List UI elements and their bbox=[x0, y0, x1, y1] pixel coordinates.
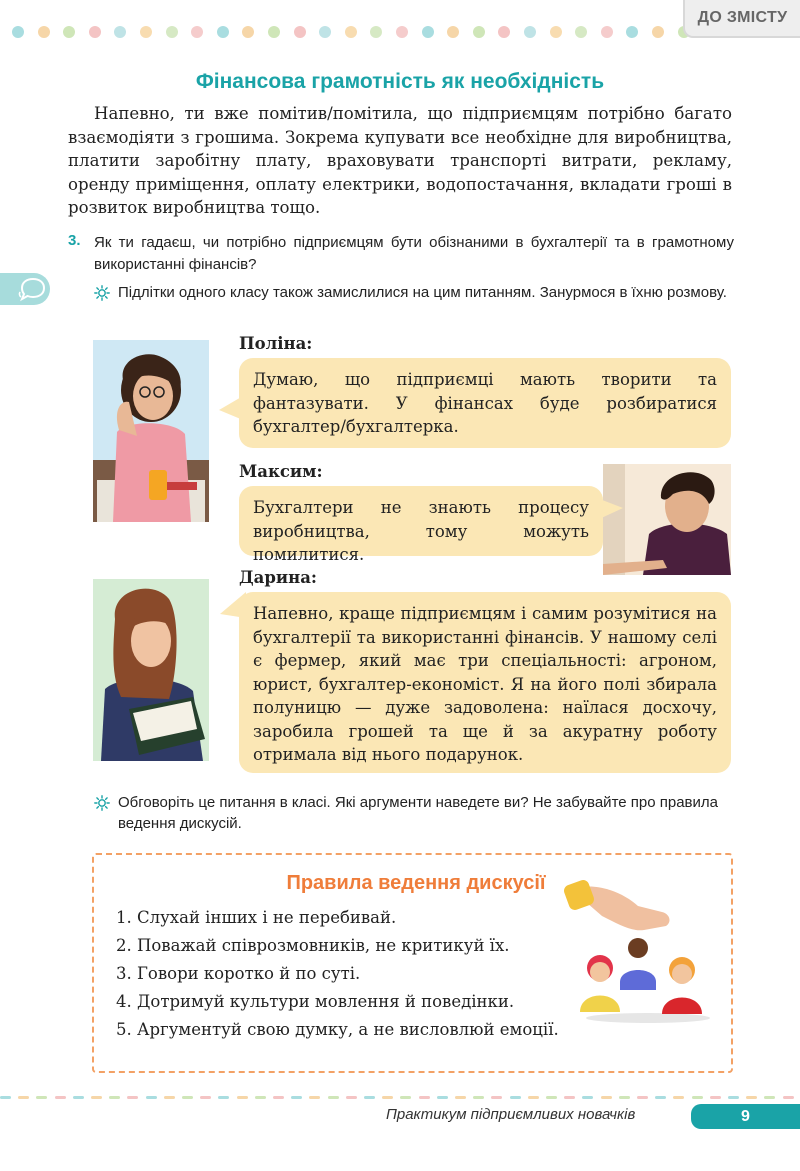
decor-dot bbox=[114, 26, 126, 38]
footer-book-title: Практикум підприємливих новачків bbox=[386, 1106, 636, 1123]
decor-dash bbox=[164, 1096, 175, 1099]
page-number: 9 bbox=[691, 1104, 800, 1129]
rule-item: 5. Аргументуй свою думку, а не висловлюй емоції. bbox=[116, 1020, 559, 1039]
discussion-marker bbox=[0, 273, 50, 305]
decor-dot bbox=[652, 26, 664, 38]
decor-dash bbox=[218, 1096, 229, 1099]
decor-dot bbox=[550, 26, 562, 38]
decor-dot bbox=[626, 26, 638, 38]
decor-dash bbox=[109, 1096, 120, 1099]
decor-dash bbox=[0, 1096, 11, 1099]
decor-dash bbox=[455, 1096, 466, 1099]
decor-dot bbox=[345, 26, 357, 38]
decor-dash bbox=[237, 1096, 248, 1099]
rule-item: 2. Поважай співрозмовників, не критикуй їх. bbox=[116, 936, 510, 955]
decor-dot bbox=[12, 26, 24, 38]
decor-dot bbox=[294, 26, 306, 38]
decor-dash bbox=[437, 1096, 448, 1099]
discussion-prompt: Обговоріть це питання в класі. Які аргументи наведете ви? Не забувайте про правила ведення дискусій. bbox=[118, 794, 718, 832]
decor-dash bbox=[364, 1096, 375, 1099]
decor-dash bbox=[546, 1096, 557, 1099]
conversation-prompt: Підлітки одного класу також замислилися на цим питанням. Занурмося в їхню розмову. bbox=[118, 284, 727, 301]
decor-dot bbox=[166, 26, 178, 38]
decor-dash bbox=[18, 1096, 29, 1099]
rules-title: Правила ведення дискусії bbox=[286, 872, 546, 894]
polina-photo bbox=[93, 340, 209, 522]
decor-dash bbox=[73, 1096, 84, 1099]
choose-person-illustration bbox=[558, 876, 718, 1026]
decor-dot bbox=[498, 26, 510, 38]
decor-dash bbox=[510, 1096, 521, 1099]
decor-dash bbox=[309, 1096, 320, 1099]
decor-dash bbox=[255, 1096, 266, 1099]
decor-dash bbox=[200, 1096, 211, 1099]
decor-dot bbox=[217, 26, 229, 38]
decor-dot bbox=[422, 26, 434, 38]
decor-dot bbox=[473, 26, 485, 38]
decor-dash bbox=[673, 1096, 684, 1099]
decor-dash bbox=[619, 1096, 630, 1099]
rule-item: 3. Говори коротко й по суті. bbox=[116, 964, 361, 983]
decor-dot bbox=[370, 26, 382, 38]
decor-dash bbox=[746, 1096, 757, 1099]
decor-dash bbox=[146, 1096, 157, 1099]
decor-dot bbox=[242, 26, 254, 38]
decor-dash bbox=[127, 1096, 138, 1099]
speech-bubble-polina: Думаю, що підприємці мають творити та фантазувати. У фінансах буде розбиратися бухгалтер/бухгалтерка. bbox=[239, 358, 731, 448]
speech-bubble-maksym: Бухгалтери не знають процесу виробництва, тому можуть помилитися. bbox=[239, 486, 603, 556]
rules-list bbox=[116, 904, 576, 1044]
sun-bullet-icon bbox=[94, 795, 110, 811]
decor-dot bbox=[268, 26, 280, 38]
question-number: 3. bbox=[68, 232, 81, 249]
decor-dash bbox=[728, 1096, 739, 1099]
decor-dash bbox=[491, 1096, 502, 1099]
decor-dash bbox=[764, 1096, 775, 1099]
speech-bubble-daryna: Напевно, краще підприємцям і самим розумітися на бухгалтерії та використанні фінансів. У нашому селі є фермер, який має три спеціальності: агроном, юрист, бухгалтер-економіст. Я на його полі збирала полуницю — дуже задоволена: наїлася досхочу, заробила грошей та ще й за акуратну роботу отримала від нього подарунок. bbox=[239, 592, 731, 773]
decor-dash bbox=[582, 1096, 593, 1099]
decor-dash bbox=[655, 1096, 666, 1099]
speaker-polina: Поліна: bbox=[239, 334, 313, 353]
rule-item: 1. Слухай інших і не перебивай. bbox=[116, 908, 397, 927]
decor-dash bbox=[692, 1096, 703, 1099]
question-text: Як ти гадаєш, чи потрібно підприємцям бути обізнаними в бухгалтерії та в грамотному використанні фінансів? bbox=[94, 234, 734, 273]
rule-item: 4. Дотримуй культури мовлення й поведінки. bbox=[116, 992, 515, 1011]
sun-bullet-icon bbox=[94, 285, 110, 301]
decor-dot bbox=[140, 26, 152, 38]
decor-dash bbox=[473, 1096, 484, 1099]
decor-dot bbox=[524, 26, 536, 38]
decor-dot bbox=[191, 26, 203, 38]
decor-dot bbox=[447, 26, 459, 38]
decor-dash bbox=[564, 1096, 575, 1099]
decor-dash bbox=[400, 1096, 411, 1099]
decor-dash bbox=[182, 1096, 193, 1099]
toc-button[interactable]: ДО ЗМІСТУ bbox=[683, 0, 800, 38]
decor-dot bbox=[89, 26, 101, 38]
decor-dash bbox=[91, 1096, 102, 1099]
decor-dash bbox=[528, 1096, 539, 1099]
bottom-dashes-decoration bbox=[0, 1096, 800, 1100]
decor-dash bbox=[291, 1096, 302, 1099]
decor-dash bbox=[55, 1096, 66, 1099]
decor-dash bbox=[637, 1096, 648, 1099]
speaker-daryna: Дарина: bbox=[239, 568, 317, 587]
decor-dash bbox=[419, 1096, 430, 1099]
decor-dash bbox=[273, 1096, 284, 1099]
decor-dash bbox=[36, 1096, 47, 1099]
decor-dash bbox=[382, 1096, 393, 1099]
top-dots-decoration bbox=[12, 26, 702, 40]
speaker-maksym: Максим: bbox=[239, 462, 323, 481]
speech-bubble-icon bbox=[18, 276, 46, 302]
decor-dot bbox=[575, 26, 587, 38]
decor-dash bbox=[601, 1096, 612, 1099]
decor-dash bbox=[328, 1096, 339, 1099]
decor-dot bbox=[63, 26, 75, 38]
decor-dot bbox=[601, 26, 613, 38]
section-title: Фінансова грамотність як необхідність bbox=[195, 70, 605, 93]
decor-dot bbox=[38, 26, 50, 38]
decor-dot bbox=[319, 26, 331, 38]
decor-dash bbox=[710, 1096, 721, 1099]
decor-dash bbox=[346, 1096, 357, 1099]
decor-dot bbox=[396, 26, 408, 38]
intro-paragraph: Напевно, ти вже помітив/помітила, що підприємцям потрібно багато взаємодіяти з грошима. Зокрема купувати все необхідне для виробництва, платити заробітну плату, враховувати транспорті витрати, рекламу, оренду приміщення, оплату електрики, водопостачання, вкладати гроші в розвиток виробництва тощо. bbox=[68, 104, 732, 217]
decor-dash bbox=[783, 1096, 794, 1099]
daryna-photo bbox=[93, 579, 209, 761]
